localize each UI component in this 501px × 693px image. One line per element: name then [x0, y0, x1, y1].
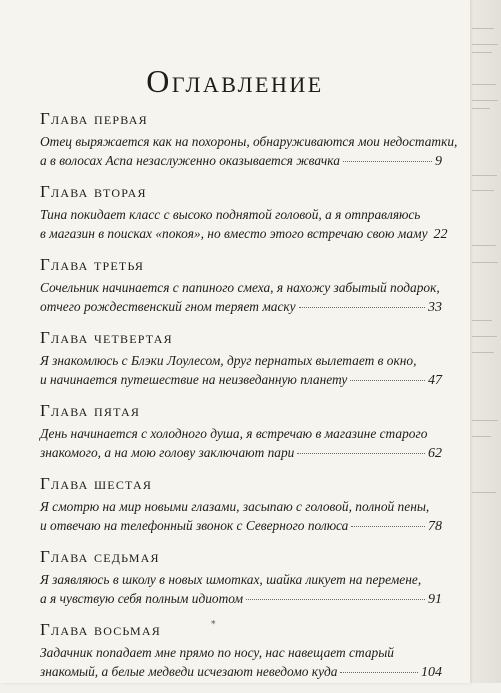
chapter-title: Глава четвертая [40, 328, 173, 347]
chapter-summary-last-line [40, 151, 442, 171]
chapter-summary-last-line [40, 516, 442, 536]
chapter-entry[interactable] [40, 620, 442, 682]
chapter-list [40, 109, 458, 693]
chapter-summary-text: и начинается путешествие на неизведанную планету [40, 372, 348, 387]
chapter-entry[interactable] [40, 474, 442, 536]
page-title: Оглавление [146, 63, 324, 99]
page-number: 62 [428, 446, 442, 461]
chapter-title: Глава вторая [40, 182, 147, 201]
chapter-title: Глава пятая [40, 401, 141, 420]
chapter-entry[interactable] [40, 182, 448, 244]
chapter-title: Глава восьмая [40, 620, 161, 639]
next-page-edge [468, 0, 501, 683]
chapter-entry[interactable] [40, 401, 442, 463]
page-number: 9 [435, 154, 442, 169]
chapter-summary-line: Я смотрю на мир новыми глазами, засыпаю с головой, полной пены, [40, 499, 430, 514]
chapter-summary-last-line [40, 662, 442, 682]
chapter-title: Глава шестая [40, 474, 153, 493]
chapter-title: Глава седьмая [40, 547, 160, 566]
chapter-summary-text: знакомый, а белые медведи исчезают неведомо куда [40, 664, 338, 679]
chapter-summary-text: а в волосах Аспа незаслуженно оказывается жвачка [40, 153, 340, 168]
chapter-summary-last-line [40, 297, 442, 317]
dot-leader [246, 598, 425, 600]
dot-leader [299, 306, 425, 308]
chapter-summary-text: отчего рождественский гном теряет маску [40, 299, 296, 314]
chapter-summary-line: Сочельник начинается с папиного смеха, я нахожу забытый подарок, [40, 280, 440, 295]
chapter-title: Глава третья [40, 255, 145, 274]
chapter-summary-text: в магазин в поисках «покоя», но вместо этого встречаю свою маму [40, 226, 428, 241]
page-number: 78 [428, 519, 442, 534]
page-number: 47 [428, 373, 442, 388]
chapter-title: Глава первая [40, 109, 148, 128]
page-number: 33 [428, 300, 442, 315]
chapter-summary-line: Задачник попадает мне прямо по носу, нас навещает старый [40, 645, 394, 660]
dot-leader [340, 671, 418, 673]
chapter-summary-line: Я знакомлюсь с Блэки Лоулесом, друг пернатых вылетает в окно, [40, 353, 417, 368]
dot-leader [297, 452, 425, 454]
chapter-entry[interactable] [40, 328, 442, 390]
chapter-summary-text: знакомого, а на мою голову заключают пари [40, 445, 295, 460]
chapter-summary-last-line [40, 443, 442, 463]
chapter-summary-line: Отец выряжается как на похороны, обнаруживаются мои недостатки, [40, 134, 458, 149]
dot-leader [343, 160, 432, 162]
chapter-entry[interactable] [40, 255, 442, 317]
chapter-summary-line: Тина покидает класс с высоко поднятой головой, а я отправляюсь [40, 207, 421, 222]
dot-leader [351, 525, 425, 527]
chapter-summary-line: День начинается с холодного душа, я встречаю в магазине старого [40, 426, 428, 441]
chapter-summary-text: и отвечаю на телефонный звонок с Северного полюса [40, 518, 349, 533]
chapter-entry[interactable] [40, 109, 458, 171]
chapter-summary-text: а я чувствую себя полным идиотом [40, 591, 244, 606]
dot-leader [350, 379, 425, 381]
page-number: 22 [433, 227, 448, 242]
page-number: 91 [428, 592, 442, 607]
chapter-entry[interactable] [40, 547, 442, 609]
chapter-summary-line: Я заявляюсь в школу в новых шмотках, шайка ликует на перемене, [40, 572, 422, 587]
chapter-summary-last-line [40, 224, 448, 244]
ornament-asterisk: * [211, 620, 216, 630]
chapter-summary-last-line [40, 589, 442, 609]
page-number: 104 [421, 665, 442, 680]
chapter-summary-last-line [40, 370, 442, 390]
